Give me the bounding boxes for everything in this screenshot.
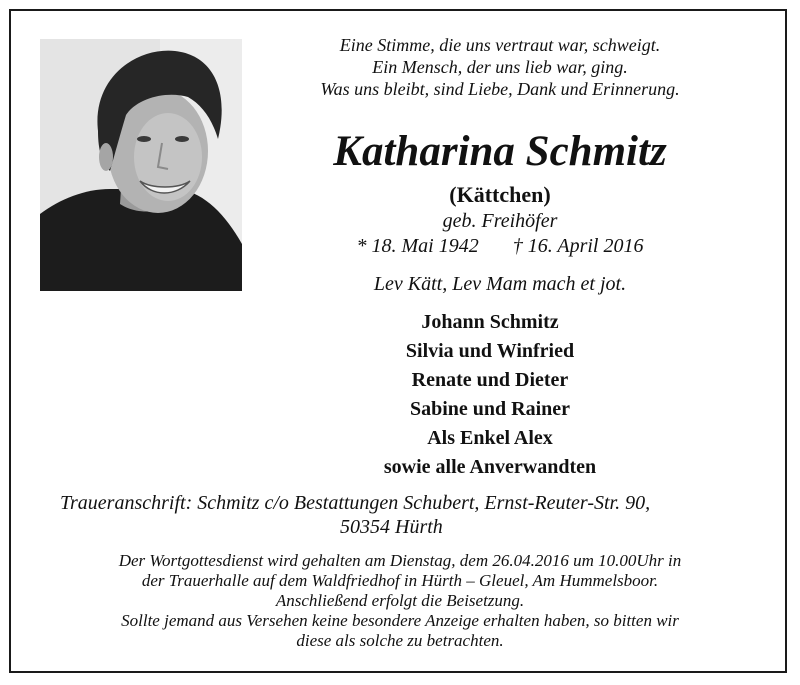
life-dates bbox=[250, 234, 750, 258]
service-info bbox=[30, 551, 770, 651]
mourner-entry: Als Enkel Alex bbox=[427, 427, 553, 449]
service-line: Anschließend erfolgt die Beisetzung. bbox=[275, 591, 525, 610]
dialect-motto: Lev Kätt, Lev Mam mach et jot. bbox=[373, 273, 627, 295]
poem bbox=[250, 34, 750, 100]
mourner-entry: Renate und Dieter bbox=[411, 369, 569, 391]
birth-date: * 18. Mai 1942 bbox=[356, 235, 479, 257]
address-line: Traueranschrift: Schmitz c/o Bestattungen Schubert, Ernst-Reuter-Str. 90, bbox=[60, 492, 651, 514]
portrait-photo bbox=[40, 39, 242, 291]
mourner-entry: Silvia und Winfried bbox=[405, 340, 575, 362]
born-name: geb. Freihöfer bbox=[442, 210, 558, 232]
address-city: 50354 Hürth bbox=[340, 516, 443, 538]
poem-line: Eine Stimme, die uns vertraut war, schweigt. bbox=[339, 35, 661, 55]
service-line: Der Wortgottesdienst wird gehalten am Dienstag, dem 26.04.2016 um 10.00Uhr in bbox=[118, 551, 682, 570]
service-line: Sollte jemand aus Versehen keine besondere Anzeige erhalten haben, so bitten wir bbox=[121, 611, 679, 630]
service-line: der Trauerhalle auf dem Waldfriedhof in Hürth – Gleuel, Am Hummelsboor. bbox=[141, 571, 659, 590]
mourner-entry: Johann Schmitz bbox=[421, 311, 559, 333]
mourner-entry: sowie alle Anverwandten bbox=[383, 456, 597, 478]
mourner-entry: Sabine und Rainer bbox=[409, 398, 571, 420]
poem-line: Was uns bleibt, sind Liebe, Dank und Erinnerung. bbox=[320, 79, 680, 99]
service-line: diese als solche zu betrachten. bbox=[296, 631, 504, 650]
mourning-address bbox=[60, 491, 760, 539]
mourners-list bbox=[250, 308, 730, 482]
poem-line: Ein Mensch, der uns lieb war, ging. bbox=[372, 57, 628, 77]
death-date: † 16. April 2016 bbox=[512, 235, 644, 257]
deceased-nickname: (Kättchen) bbox=[449, 182, 551, 207]
deceased-name: Katharina Schmitz bbox=[333, 128, 667, 175]
